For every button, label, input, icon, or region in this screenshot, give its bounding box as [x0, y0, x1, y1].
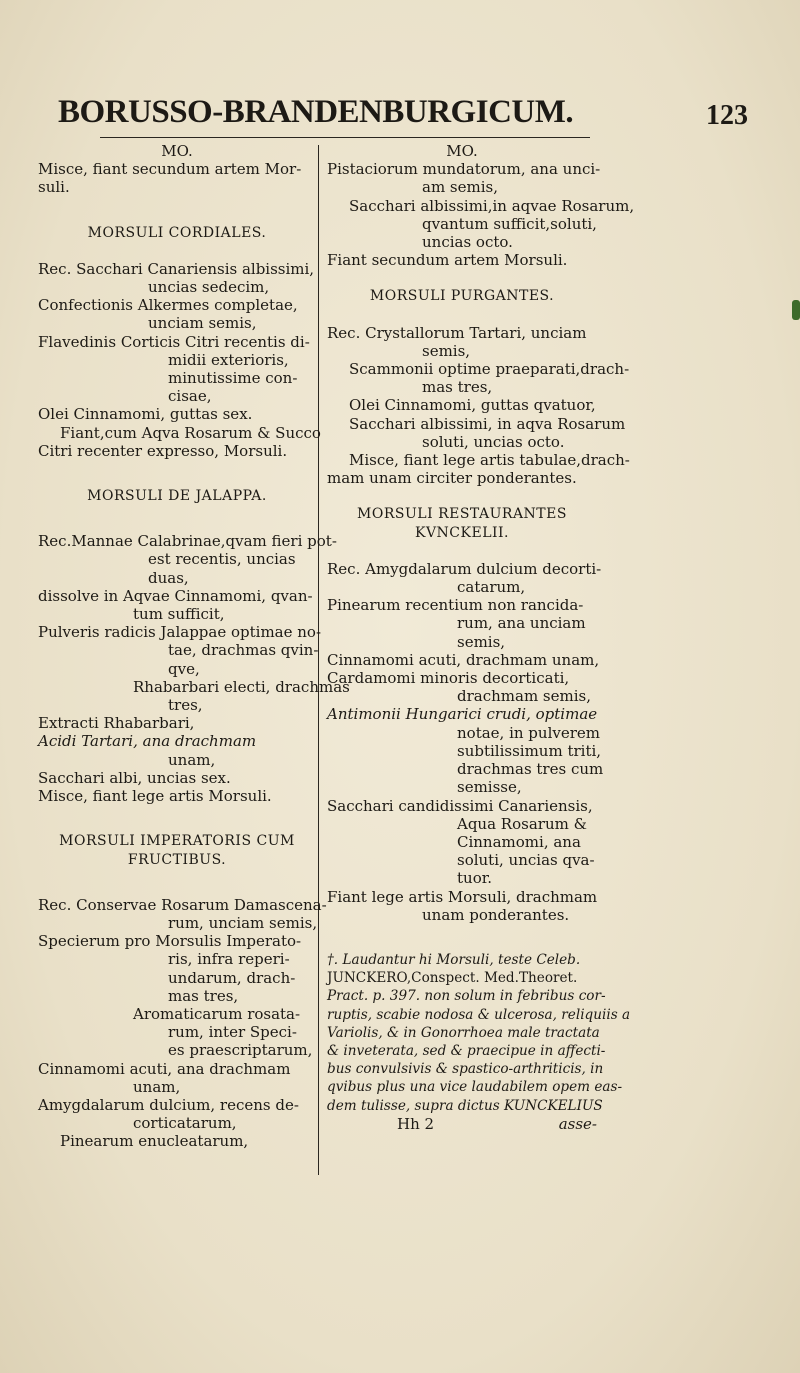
text-line: Citri recenter expresso, Morsuli. [38, 441, 288, 460]
footnote-line: Variolis, & in Gonorrhoea male tractata [327, 1024, 600, 1041]
text-line: corticatarum, [133, 1114, 237, 1133]
column-divider [318, 145, 319, 1175]
text-line: drachmas tres cum [457, 760, 604, 779]
running-header [58, 94, 748, 138]
section-heading: MORSULI PURGANTES. [369, 288, 555, 305]
footnote-line: bus convulsivis & spastico-arthriticis, in [327, 1061, 604, 1078]
text-line: Cinnamomi, ana [457, 832, 581, 851]
text-line: mam unam circiter ponderantes. [327, 469, 577, 488]
text-line: Scammonii optime praeparati,drach- [349, 360, 630, 379]
text-line: Rec. Sacchari Canariensis albissimi, [38, 259, 315, 278]
text-line: unciam semis, [148, 314, 257, 333]
text-line: est recentis, uncias [148, 550, 296, 569]
footnote-line: JUNCKERO,Conspect. Med.Theoret. [327, 970, 578, 987]
footnote-line: & inveterata, sed & praecipue in affecti- [327, 1042, 606, 1059]
text-line: Rhabarbari electi, drachmas [133, 677, 350, 696]
text-line: Sacchari candidissimi Canariensis, [327, 796, 593, 815]
text-line: Extracti Rhabarbari, [38, 714, 195, 733]
text-line: Aqua Rosarum & [457, 814, 587, 833]
text-line: soluti, uncias qva- [457, 851, 595, 870]
text-line: Cinnamomi acuti, drachmam unam, [327, 650, 600, 669]
text-line: Sacchari albissimi, in aqva Rosarum [349, 414, 626, 433]
text-line: Sacchari albi, uncias sex. [38, 768, 231, 787]
text-line: Confectionis Alkermes completae, [38, 296, 298, 315]
page-signature-row [327, 1115, 597, 1133]
footnote-line: †. Laudantur hi Morsuli, teste Celeb. [327, 951, 581, 968]
text-line: Fiant,cum Aqva Rosarum & Succo [60, 423, 321, 442]
text-line: Pinearum enucleatarum, [60, 1132, 249, 1151]
text-line: semisse, [457, 778, 522, 797]
section-heading: MORSULI IMPERATORIS CUM [59, 833, 295, 850]
text-line: duas, [148, 568, 189, 587]
footnote-line: ruptis, scabie nodosa & ulcerosa, reliquiis a [327, 1006, 631, 1023]
text-line: Pinearum recentium non rancida- [327, 596, 584, 615]
running-title: BORUSSO-BRANDENBURGICUM. [58, 94, 574, 130]
text-line: rum, ana unciam [457, 614, 586, 633]
text-line: minutissime con- [168, 369, 298, 388]
text-line: Cinnamomi acuti, ana drachmam [38, 1059, 291, 1078]
section-heading: MORSULI RESTAURANTES [357, 506, 567, 523]
text-line: Rec. Amygdalarum dulcium decorti- [327, 559, 602, 578]
page-number: 123 [706, 100, 748, 131]
text-line: Fiant secundum artem Morsuli. [327, 251, 568, 270]
text-line: tum sufficit, [133, 605, 225, 624]
text-line: semis, [422, 341, 471, 360]
text-line: qvantum sufficit,soluti, [422, 214, 597, 233]
text-line: suli. [38, 178, 70, 197]
header-rule [100, 137, 590, 138]
text-line: ris, infra reperi- [168, 950, 290, 969]
text-line: Misce, fiant lege artis Morsuli. [38, 787, 272, 806]
section-heading: MORSULI CORDIALES. [87, 224, 267, 241]
text-line: es praescriptarum, [168, 1041, 313, 1060]
text-line: Pulveris radicis Jalappae optimae no- [38, 623, 322, 642]
text-line: am semis, [422, 178, 498, 197]
footnote-line: Pract. p. 397. non solum in febribus cor- [327, 988, 606, 1005]
text-line: tres, [168, 696, 203, 715]
text-line: unam, [168, 750, 216, 769]
text-line: uncias octo. [422, 233, 513, 252]
signature-mark: Hh 2 [397, 1114, 435, 1133]
footnote-line: dem tulisse, supra dictus KUNCKELIUS [327, 1097, 603, 1114]
text-line: subtilissimum triti, [457, 741, 602, 760]
text-line: midii exterioris, [168, 350, 289, 369]
text-line: tuor. [457, 869, 493, 888]
text-line: uncias sedecim, [148, 278, 270, 297]
text-line: unam ponderantes. [422, 905, 570, 924]
left-column [38, 142, 350, 1151]
text-line: Misce, fiant secundum artem Mor- [38, 160, 302, 179]
text-line: tae, drachmas qvin- [168, 641, 319, 660]
text-line: cisae, [168, 387, 212, 406]
text-line: Pistaciorum mundatorum, ana unci- [327, 160, 601, 179]
text-line: Antimonii Hungarici crudi, optimae [327, 705, 598, 724]
text-line: Rec. Conservae Rosarum Damascena- [38, 895, 327, 914]
column-catchword: MO. [446, 142, 478, 160]
text-line: Acidi Tartari, ana drachmam [38, 732, 257, 751]
text-line: Amygdalarum dulcium, recens de- [38, 1095, 299, 1114]
page-edge-tab [792, 300, 800, 320]
text-line: Rec. Crystallorum Tartari, unciam [327, 323, 587, 342]
text-line: Specierum pro Morsulis Imperato- [38, 932, 302, 951]
text-line: semis, [457, 632, 506, 651]
section-heading: FRUCTIBUS. [127, 851, 227, 868]
text-line: Flavedinis Corticis Citri recentis di- [38, 332, 310, 351]
text-line: catarum, [457, 578, 526, 597]
text-line: Olei Cinnamomi, guttas sex. [38, 405, 253, 424]
text-line: Fiant lege artis Morsuli, drachmam [327, 887, 598, 906]
text-line: Misce, fiant lege artis tabulae,drach- [349, 451, 630, 470]
text-line: Cardamomi minoris decorticati, [327, 669, 570, 688]
text-line: Rec.Mannae Calabrinae,qvam fieri pot- [38, 532, 337, 551]
right-column [327, 142, 635, 1133]
text-line: qve, [168, 659, 200, 678]
text-line: notae, in pulverem [457, 723, 600, 742]
text-line: Sacchari albissimi,in aqvae Rosarum, [349, 196, 635, 215]
footnote-line: qvibus plus una vice laudabilem opem eas- [327, 1079, 623, 1096]
text-line: dissolve in Aqvae Cinnamomi, qvan- [38, 586, 313, 605]
text-line: mas tres, [422, 378, 493, 397]
text-line: drachmam semis, [457, 687, 591, 706]
text-line: rum, inter Speci- [168, 1023, 297, 1042]
text-line: unam, [133, 1077, 181, 1096]
text-line: rum, unciam semis, [168, 913, 318, 932]
column-catchword: MO. [161, 142, 193, 160]
text-line: mas tres, [168, 986, 239, 1005]
text-line: Olei Cinnamomi, guttas qvatuor, [349, 396, 596, 415]
text-line: Aromaticarum rosata- [133, 1004, 301, 1023]
text-line: undarum, drach- [168, 968, 296, 987]
section-heading: KVNCKELII. [414, 524, 510, 541]
section-heading: MORSULI DE JALAPPA. [87, 488, 267, 505]
text-line: soluti, uncias octo. [422, 432, 565, 451]
catchword: asse- [558, 1114, 597, 1133]
